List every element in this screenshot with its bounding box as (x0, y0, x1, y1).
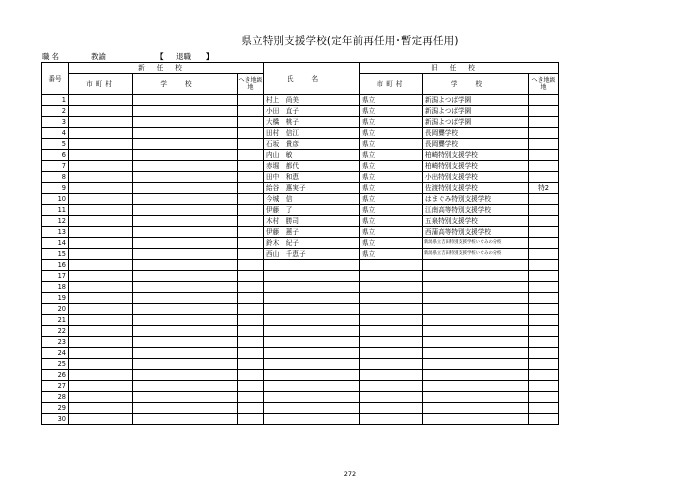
new-municipality-cell (69, 117, 133, 128)
new-remote-cell (238, 304, 264, 315)
new-school-cell (133, 183, 238, 194)
bracket-close: 】 (206, 52, 214, 61)
new-school-cell (133, 106, 238, 117)
table-row (42, 403, 559, 414)
new-municipality-cell (69, 304, 133, 315)
old-municipality-cell: 県立 (360, 194, 423, 205)
old-municipality-cell (360, 315, 423, 326)
new-municipality-cell (69, 194, 133, 205)
new-municipality-cell (69, 359, 133, 370)
table-row (42, 370, 559, 381)
old-school-cell (423, 392, 529, 403)
new-municipality-cell (69, 337, 133, 348)
table-row (42, 227, 559, 238)
old-school-cell: 柏崎特別支援学校 (423, 161, 529, 172)
table-row (42, 205, 559, 216)
new-remote-cell (238, 227, 264, 238)
old-school-cell (423, 326, 529, 337)
new-school-cell (133, 348, 238, 359)
row-number: 26 (42, 370, 69, 381)
old-municipality-cell (360, 304, 423, 315)
new-school-cell (133, 381, 238, 392)
old-municipality-cell: 県立 (360, 128, 423, 139)
old-school-cell (423, 381, 529, 392)
name-cell: 田村 信江 (264, 128, 360, 139)
row-number: 20 (42, 304, 69, 315)
old-remote-cell (529, 337, 559, 348)
row-number: 3 (42, 117, 69, 128)
name-cell: 今城 信 (264, 194, 360, 205)
old-remote-cell (529, 381, 559, 392)
old-school-cell (423, 260, 529, 271)
row-number: 14 (42, 238, 69, 249)
table-row (42, 172, 559, 183)
header-new-municipality: 市町村 (69, 74, 133, 95)
old-school-cell: 佐渡特別支援学校 (423, 183, 529, 194)
old-remote-cell (529, 172, 559, 183)
new-remote-cell (238, 282, 264, 293)
new-municipality-cell (69, 370, 133, 381)
new-municipality-cell (69, 260, 133, 271)
name-cell: 木村 勝司 (264, 216, 360, 227)
name-cell (264, 392, 360, 403)
new-municipality-cell (69, 238, 133, 249)
new-school-cell (133, 392, 238, 403)
row-number: 24 (42, 348, 69, 359)
new-municipality-cell (69, 150, 133, 161)
new-municipality-cell (69, 403, 133, 414)
new-remote-cell (238, 172, 264, 183)
new-remote-cell (238, 238, 264, 249)
old-school-cell (423, 282, 529, 293)
old-remote-cell (529, 216, 559, 227)
row-number: 2 (42, 106, 69, 117)
row-number: 13 (42, 227, 69, 238)
old-municipality-cell: 県立 (360, 139, 423, 150)
new-municipality-cell (69, 414, 133, 425)
new-school-cell (133, 271, 238, 282)
old-municipality-cell (360, 326, 423, 337)
row-number: 23 (42, 337, 69, 348)
new-school-cell (133, 95, 238, 106)
old-school-cell (423, 293, 529, 304)
name-cell: 給谷 惠実子 (264, 183, 360, 194)
old-municipality-cell: 県立 (360, 150, 423, 161)
new-municipality-cell (69, 315, 133, 326)
header-new-remote: へき地級地 (238, 74, 264, 95)
new-municipality-cell (69, 392, 133, 403)
old-municipality-cell: 県立 (360, 216, 423, 227)
table-row (42, 337, 559, 348)
row-number: 10 (42, 194, 69, 205)
new-school-cell (133, 161, 238, 172)
old-remote-cell (529, 117, 559, 128)
position-label: 職名 (42, 52, 61, 61)
table-row (42, 359, 559, 370)
name-cell (264, 348, 360, 359)
old-remote-cell (529, 282, 559, 293)
old-school-cell: 小出特別支援学校 (423, 172, 529, 183)
row-number: 15 (42, 249, 69, 260)
table-row (42, 249, 559, 260)
old-municipality-cell (360, 414, 423, 425)
new-remote-cell (238, 315, 264, 326)
new-school-cell (133, 403, 238, 414)
position-line (42, 51, 342, 61)
old-remote-cell (529, 150, 559, 161)
old-remote-cell (529, 370, 559, 381)
old-municipality-cell: 県立 (360, 172, 423, 183)
name-cell (264, 370, 360, 381)
old-school-cell (423, 304, 529, 315)
new-school-cell (133, 414, 238, 425)
old-remote-cell (529, 348, 559, 359)
name-cell (264, 282, 360, 293)
new-school-cell (133, 172, 238, 183)
new-school-cell (133, 326, 238, 337)
new-school-cell (133, 260, 238, 271)
table-row (42, 194, 559, 205)
name-cell: 田中 和恵 (264, 172, 360, 183)
new-remote-cell (238, 392, 264, 403)
new-school-cell (133, 216, 238, 227)
row-number: 22 (42, 326, 69, 337)
new-remote-cell (238, 161, 264, 172)
old-school-cell (423, 403, 529, 414)
table-row (42, 150, 559, 161)
old-municipality-cell (360, 337, 423, 348)
table-row (42, 106, 559, 117)
old-remote-cell (529, 139, 559, 150)
old-municipality-cell: 県立 (360, 117, 423, 128)
old-remote-cell (529, 205, 559, 216)
table-row (42, 282, 559, 293)
new-municipality-cell (69, 128, 133, 139)
row-number: 27 (42, 381, 69, 392)
name-cell: 大橋 桃子 (264, 117, 360, 128)
old-school-cell: 長岡聾学校 (423, 128, 529, 139)
row-number: 25 (42, 359, 69, 370)
row-number: 18 (42, 282, 69, 293)
table-row (42, 271, 559, 282)
table-row (42, 117, 559, 128)
new-remote-cell (238, 359, 264, 370)
name-cell: 石坂 貴彦 (264, 139, 360, 150)
table-row (42, 238, 559, 249)
name-cell (264, 359, 360, 370)
old-school-cell (423, 348, 529, 359)
name-cell (264, 403, 360, 414)
old-municipality-cell (360, 260, 423, 271)
row-number: 30 (42, 414, 69, 425)
name-cell (264, 271, 360, 282)
table-row (42, 293, 559, 304)
row-number: 29 (42, 403, 69, 414)
new-municipality-cell (69, 95, 133, 106)
old-school-cell: 西蒲高等特別支援学校 (423, 227, 529, 238)
old-remote-cell (529, 414, 559, 425)
header-old-remote: へき地級地 (529, 74, 559, 95)
new-school-cell (133, 117, 238, 128)
row-number: 6 (42, 150, 69, 161)
new-remote-cell (238, 260, 264, 271)
new-remote-cell (238, 205, 264, 216)
position-value: 教諭 (91, 52, 106, 61)
old-school-cell (423, 359, 529, 370)
old-remote-cell (529, 392, 559, 403)
new-school-cell (133, 205, 238, 216)
new-school-cell (133, 249, 238, 260)
new-municipality-cell (69, 161, 133, 172)
old-municipality-cell (360, 271, 423, 282)
name-cell: 伊藤 了 (264, 205, 360, 216)
old-school-cell: 新潟よつば学園 (423, 117, 529, 128)
new-municipality-cell (69, 172, 133, 183)
row-number: 11 (42, 205, 69, 216)
new-municipality-cell (69, 348, 133, 359)
new-municipality-cell (69, 106, 133, 117)
name-cell (264, 304, 360, 315)
new-remote-cell (238, 106, 264, 117)
old-school-cell (423, 271, 529, 282)
name-cell (264, 326, 360, 337)
old-remote-cell (529, 128, 559, 139)
old-municipality-cell (360, 348, 423, 359)
row-number: 1 (42, 95, 69, 106)
row-number: 17 (42, 271, 69, 282)
old-school-cell: はまぐみ特別支援学校 (423, 194, 529, 205)
row-number: 21 (42, 315, 69, 326)
new-municipality-cell (69, 216, 133, 227)
old-municipality-cell (360, 392, 423, 403)
new-school-cell (133, 150, 238, 161)
name-cell (264, 260, 360, 271)
old-remote-cell (529, 315, 559, 326)
new-remote-cell (238, 337, 264, 348)
new-school-cell (133, 238, 238, 249)
old-remote-cell (529, 238, 559, 249)
old-municipality-cell: 県立 (360, 249, 423, 260)
category-value: 退職 (176, 52, 191, 61)
old-school-cell (423, 315, 529, 326)
new-municipality-cell (69, 381, 133, 392)
page-number: 272 (343, 470, 357, 478)
old-remote-cell (529, 194, 559, 205)
table-row (42, 381, 559, 392)
name-cell (264, 381, 360, 392)
name-cell: 西山 千恵子 (264, 249, 360, 260)
old-remote-cell (529, 359, 559, 370)
table-row (42, 183, 559, 194)
old-remote-cell (529, 271, 559, 282)
row-number: 5 (42, 139, 69, 150)
bracket-open: 【 (156, 52, 164, 61)
row-number: 16 (42, 260, 69, 271)
name-cell: 村上 尚美 (264, 95, 360, 106)
new-school-cell (133, 370, 238, 381)
old-municipality-cell: 県立 (360, 106, 423, 117)
old-remote-cell (529, 106, 559, 117)
old-remote-cell (529, 326, 559, 337)
row-number: 8 (42, 172, 69, 183)
new-school-cell (133, 227, 238, 238)
new-municipality-cell (69, 326, 133, 337)
old-municipality-cell (360, 381, 423, 392)
row-number: 4 (42, 128, 69, 139)
name-cell: 鈴木 紀子 (264, 238, 360, 249)
new-school-cell (133, 282, 238, 293)
old-municipality-cell: 県立 (360, 238, 423, 249)
old-municipality-cell (360, 370, 423, 381)
new-remote-cell (238, 183, 264, 194)
old-municipality-cell: 県立 (360, 205, 423, 216)
new-remote-cell (238, 139, 264, 150)
new-remote-cell (238, 326, 264, 337)
row-number: 9 (42, 183, 69, 194)
table-row (42, 260, 559, 271)
old-municipality-cell: 県立 (360, 183, 423, 194)
header-new-school: 学校 (133, 74, 238, 95)
old-school-cell: 五泉特別支援学校 (423, 216, 529, 227)
new-municipality-cell (69, 227, 133, 238)
old-remote-cell: 特2 (529, 183, 559, 194)
header-new-school-group: 新任校 (69, 63, 264, 74)
old-remote-cell (529, 293, 559, 304)
old-municipality-cell: 県立 (360, 161, 423, 172)
row-number: 19 (42, 293, 69, 304)
old-school-cell: 新潟よつば学園 (423, 95, 529, 106)
row-number: 28 (42, 392, 69, 403)
name-cell: 赤堀 都代 (264, 161, 360, 172)
page-title: 県立特別支援学校(定年前再任用･暫定再任用) (241, 35, 459, 47)
row-number: 7 (42, 161, 69, 172)
old-remote-cell (529, 161, 559, 172)
new-remote-cell (238, 128, 264, 139)
new-school-cell (133, 315, 238, 326)
table-row (42, 95, 559, 106)
row-number: 12 (42, 216, 69, 227)
old-remote-cell (529, 95, 559, 106)
new-municipality-cell (69, 205, 133, 216)
new-municipality-cell (69, 183, 133, 194)
new-municipality-cell (69, 293, 133, 304)
new-remote-cell (238, 381, 264, 392)
table-row (42, 139, 559, 150)
personnel-table (41, 62, 559, 425)
new-remote-cell (238, 117, 264, 128)
new-remote-cell (238, 370, 264, 381)
new-municipality-cell (69, 282, 133, 293)
table-row (42, 348, 559, 359)
new-municipality-cell (69, 271, 133, 282)
table-row (42, 216, 559, 227)
new-remote-cell (238, 403, 264, 414)
old-municipality-cell (360, 282, 423, 293)
new-municipality-cell (69, 139, 133, 150)
new-school-cell (133, 293, 238, 304)
table-row (42, 392, 559, 403)
old-municipality-cell: 県立 (360, 227, 423, 238)
header-old-school-group: 旧任校 (360, 63, 559, 74)
table-row (42, 304, 559, 315)
new-school-cell (133, 337, 238, 348)
name-cell (264, 414, 360, 425)
name-cell: 伊藤 蕙子 (264, 227, 360, 238)
old-school-cell: 柏崎特別支援学校 (423, 150, 529, 161)
new-remote-cell (238, 95, 264, 106)
old-school-cell: 新潟県立吉田特別支援学校いぐみの分校 (423, 238, 529, 249)
new-remote-cell (238, 414, 264, 425)
name-cell: 内山 敏 (264, 150, 360, 161)
name-cell (264, 293, 360, 304)
old-remote-cell (529, 227, 559, 238)
name-cell (264, 337, 360, 348)
header-old-municipality: 市町村 (360, 74, 423, 95)
old-school-cell (423, 414, 529, 425)
new-remote-cell (238, 216, 264, 227)
new-municipality-cell (69, 249, 133, 260)
new-remote-cell (238, 249, 264, 260)
old-remote-cell (529, 249, 559, 260)
old-municipality-cell (360, 359, 423, 370)
header-no: 番号 (42, 63, 69, 95)
header-old-school: 学校 (423, 74, 529, 95)
table-row (42, 414, 559, 425)
name-cell: 小田 直子 (264, 106, 360, 117)
new-remote-cell (238, 194, 264, 205)
new-school-cell (133, 128, 238, 139)
new-school-cell (133, 359, 238, 370)
table-row (42, 315, 559, 326)
name-cell (264, 315, 360, 326)
new-remote-cell (238, 271, 264, 282)
new-school-cell (133, 194, 238, 205)
table-row (42, 128, 559, 139)
old-school-cell (423, 337, 529, 348)
old-school-cell: 長岡聾学校 (423, 139, 529, 150)
old-municipality-cell (360, 403, 423, 414)
old-municipality-cell: 県立 (360, 95, 423, 106)
old-school-cell: 新潟県立吉田特別支援学校いぐみの分校 (423, 249, 529, 260)
old-remote-cell (529, 304, 559, 315)
old-school-cell: 新潟よつば学園 (423, 106, 529, 117)
new-remote-cell (238, 293, 264, 304)
new-remote-cell (238, 150, 264, 161)
old-school-cell: 江南高等特別支援学校 (423, 205, 529, 216)
new-remote-cell (238, 348, 264, 359)
new-school-cell (133, 139, 238, 150)
old-school-cell (423, 370, 529, 381)
header-name: 氏名 (264, 63, 360, 95)
new-school-cell (133, 304, 238, 315)
table-row (42, 326, 559, 337)
old-remote-cell (529, 403, 559, 414)
old-remote-cell (529, 260, 559, 271)
table-row (42, 161, 559, 172)
old-municipality-cell (360, 293, 423, 304)
